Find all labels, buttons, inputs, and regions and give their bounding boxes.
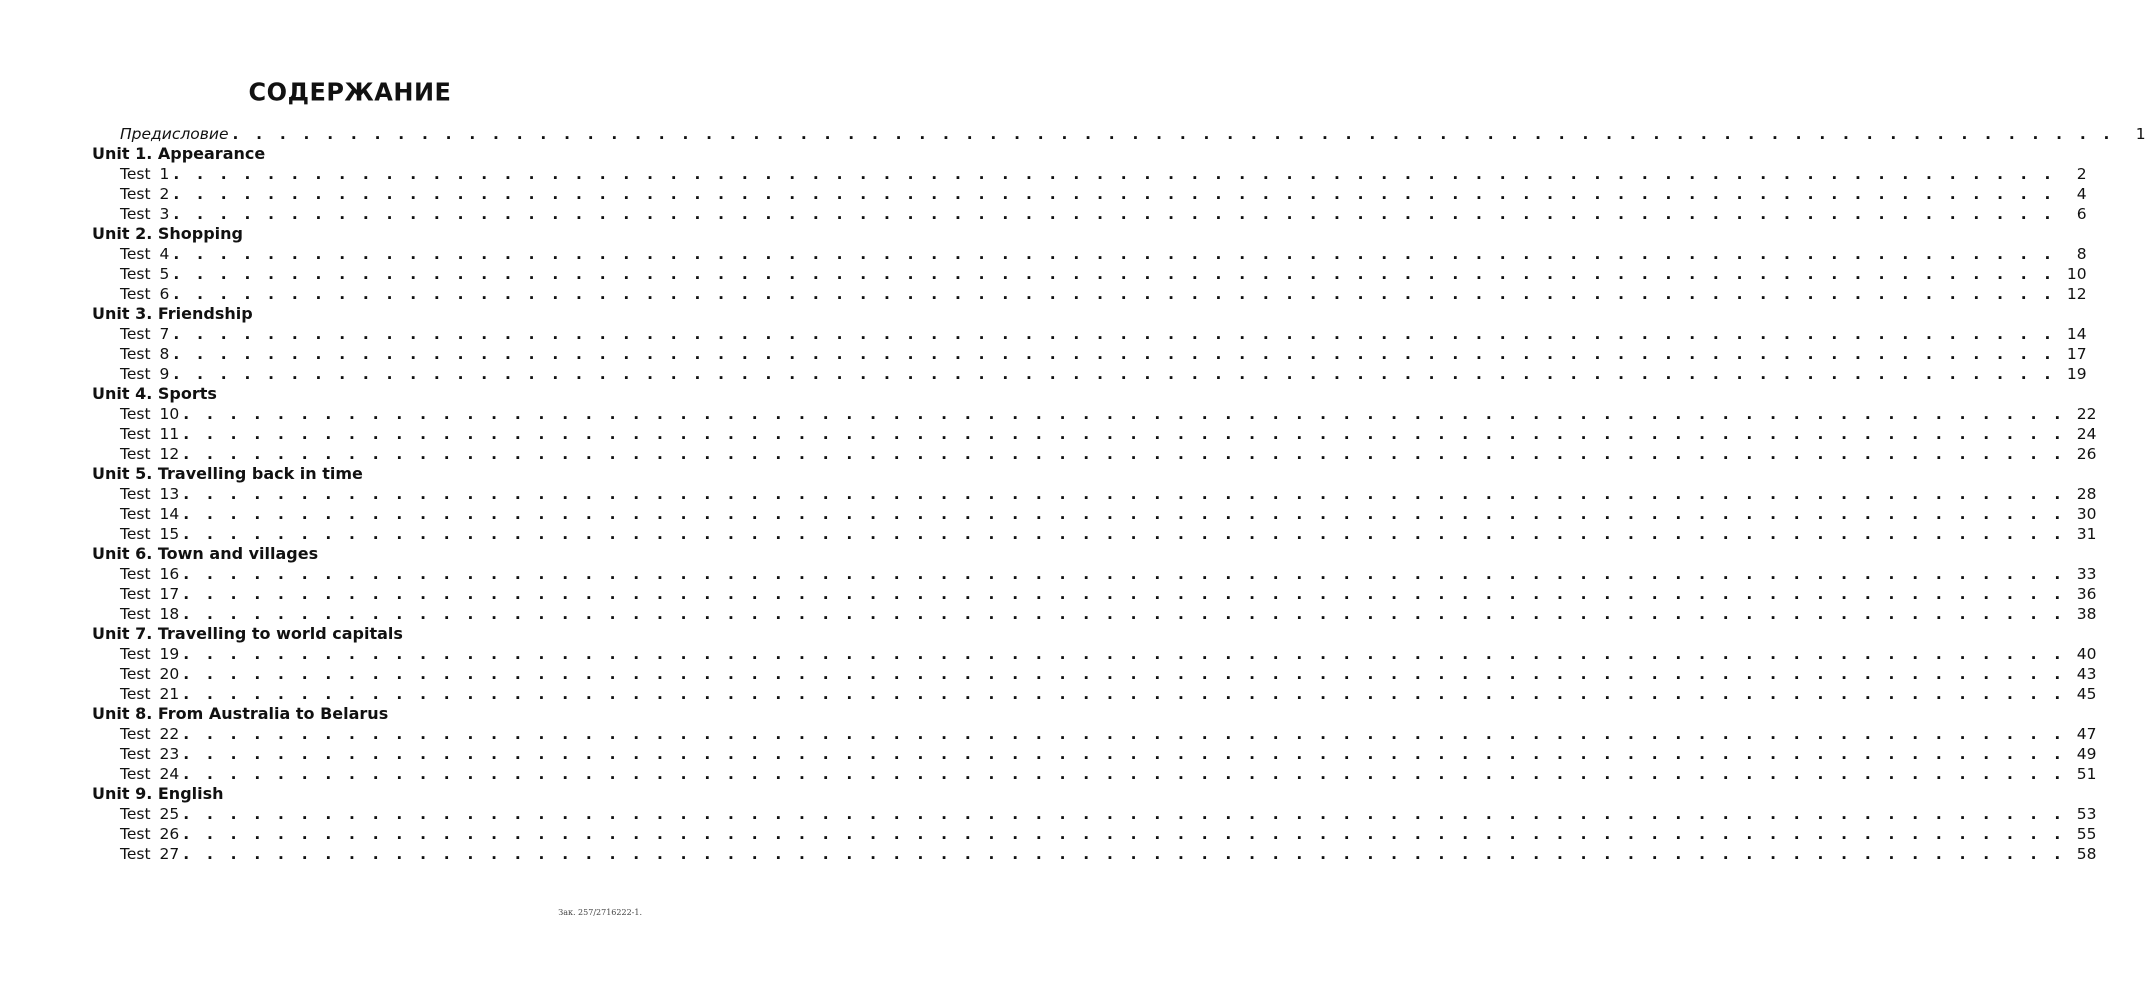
leader-dots: . . . . . . . . . . . . . . . . . . . . . . . . . . . . . . . . . . . . . . . . . . . . . . . . . . . . . . . . . . . . . . . . . . . . . . . . . . . . . . . .: [183, 425, 2067, 443]
test-page-number: 28: [2076, 485, 2097, 503]
test-label: [120, 504, 179, 524]
test-word: Test: [120, 405, 151, 423]
toc-test-row[interactable]: [92, 364, 2087, 384]
test-word: Test: [120, 265, 151, 283]
toc-unit-heading[interactable]: [92, 384, 644, 404]
test-label: [120, 644, 179, 664]
leader-dots: . . . . . . . . . . . . . . . . . . . . . . . . . . . . . . . . . . . . . . . . . . . . . . . . . . . . . . . . . . . . . . . . . . . . . . . . . . . . . . . .: [173, 185, 2057, 203]
page-title: СОДЕРЖАНИЕ: [248, 77, 452, 107]
test-number: 7: [159, 325, 170, 343]
preface-page-number: 1: [2135, 125, 2146, 143]
toc-test-row[interactable]: [92, 344, 2087, 364]
test-label: [120, 564, 179, 584]
leader-dots: . . . . . . . . . . . . . . . . . . . . . . . . . . . . . . . . . . . . . . . . . . . . . . . . . . . . . . . . . . . . . . . . . . . . . . . . . . . . . . . .: [183, 565, 2067, 583]
test-word: Test: [120, 525, 151, 543]
toc-test-row[interactable]: [92, 684, 2097, 704]
toc-unit-heading[interactable]: [92, 464, 644, 484]
test-number: 4: [159, 245, 170, 263]
test-number: 14: [159, 505, 180, 523]
leader-dots: . . . . . . . . . . . . . . . . . . . . . . . . . . . . . . . . . . . . . . . . . . . . . . . . . . . . . . . . . . . . . . . . . . . . . . . . . . . . . . . .: [183, 505, 2067, 523]
unit-title: Unit 6. Town and villages: [92, 544, 319, 563]
test-number: 9: [159, 365, 170, 383]
test-page-number: 22: [2076, 405, 2097, 423]
test-label: [120, 604, 179, 624]
test-word: Test: [120, 365, 151, 383]
leader-dots: . . . . . . . . . . . . . . . . . . . . . . . . . . . . . . . . . . . . . . . . . . . . . . . . . . . . . . . . . . . . . . . . . . . . . . . . . . . . . . . .: [183, 845, 2067, 863]
toc-test-row[interactable]: [92, 804, 2097, 824]
test-word: Test: [120, 665, 151, 683]
test-number: 1: [159, 165, 170, 183]
test-page-number: 12: [2066, 285, 2087, 303]
test-number: 15: [159, 525, 180, 543]
toc-preface-row[interactable]: [92, 124, 2146, 144]
leader-dots: . . . . . . . . . . . . . . . . . . . . . . . . . . . . . . . . . . . . . . . . . . . . . . . . . . . . . . . . . . . . . . . . . . . . . . . . . . . . . . . .: [232, 125, 2116, 143]
leader-dots: . . . . . . . . . . . . . . . . . . . . . . . . . . . . . . . . . . . . . . . . . . . . . . . . . . . . . . . . . . . . . . . . . . . . . . . . . . . . . . . .: [183, 825, 2067, 843]
test-word: Test: [120, 205, 151, 223]
test-page-number: 10: [2066, 265, 2087, 283]
toc-test-row[interactable]: [92, 724, 2097, 744]
unit-title: Unit 4. Sports: [92, 384, 217, 403]
toc-test-row[interactable]: [92, 664, 2097, 684]
toc-test-row[interactable]: [92, 604, 2097, 624]
test-word: Test: [120, 245, 151, 263]
unit-title: Unit 3. Friendship: [92, 304, 253, 323]
test-page-number: 33: [2076, 565, 2097, 583]
test-label: [120, 364, 169, 384]
test-number: 2: [159, 185, 170, 203]
toc-unit-heading[interactable]: [92, 544, 644, 564]
test-page-number: 55: [2076, 825, 2097, 843]
leader-dots: . . . . . . . . . . . . . . . . . . . . . . . . . . . . . . . . . . . . . . . . . . . . . . . . . . . . . . . . . . . . . . . . . . . . . . . . . . . . . . . .: [183, 765, 2067, 783]
test-label: [120, 824, 179, 844]
test-page-number: 38: [2076, 605, 2097, 623]
toc-unit-heading[interactable]: [92, 304, 644, 324]
toc-test-row[interactable]: [92, 424, 2097, 444]
test-label: [120, 444, 179, 464]
test-word: Test: [120, 725, 151, 743]
toc-test-row[interactable]: [92, 244, 2087, 264]
toc-test-row[interactable]: [92, 744, 2097, 764]
unit-title: Unit 2. Shopping: [92, 224, 244, 243]
test-label: [120, 684, 179, 704]
test-number: 8: [159, 345, 170, 363]
leader-dots: . . . . . . . . . . . . . . . . . . . . . . . . . . . . . . . . . . . . . . . . . . . . . . . . . . . . . . . . . . . . . . . . . . . . . . . . . . . . . . . .: [183, 405, 2067, 423]
toc-test-row[interactable]: [92, 824, 2097, 844]
toc-test-row[interactable]: [92, 324, 2087, 344]
test-number: 10: [159, 405, 180, 423]
test-page-number: 4: [2076, 185, 2087, 203]
test-page-number: 49: [2076, 745, 2097, 763]
test-word: Test: [120, 285, 151, 303]
test-number: 13: [159, 485, 180, 503]
test-label: [120, 844, 179, 864]
test-number: 19: [159, 645, 180, 663]
test-word: Test: [120, 165, 151, 183]
test-label: [120, 324, 169, 344]
leader-dots: . . . . . . . . . . . . . . . . . . . . . . . . . . . . . . . . . . . . . . . . . . . . . . . . . . . . . . . . . . . . . . . . . . . . . . . . . . . . . . . .: [183, 485, 2067, 503]
toc-test-row[interactable]: [92, 204, 2087, 224]
test-page-number: 30: [2076, 505, 2097, 523]
test-word: Test: [120, 345, 151, 363]
test-page-number: 2: [2076, 165, 2087, 183]
test-word: Test: [120, 425, 151, 443]
leader-dots: . . . . . . . . . . . . . . . . . . . . . . . . . . . . . . . . . . . . . . . . . . . . . . . . . . . . . . . . . . . . . . . . . . . . . . . . . . . . . . . .: [183, 525, 2067, 543]
test-page-number: 31: [2076, 525, 2097, 543]
toc-test-row[interactable]: [92, 404, 2097, 424]
leader-dots: . . . . . . . . . . . . . . . . . . . . . . . . . . . . . . . . . . . . . . . . . . . . . . . . . . . . . . . . . . . . . . . . . . . . . . . . . . . . . . . .: [173, 365, 2057, 383]
test-page-number: 51: [2076, 765, 2097, 783]
test-label: [120, 204, 169, 224]
test-word: Test: [120, 445, 151, 463]
test-label: [120, 484, 179, 504]
test-label: [120, 164, 169, 184]
test-page-number: 17: [2066, 345, 2087, 363]
leader-dots: . . . . . . . . . . . . . . . . . . . . . . . . . . . . . . . . . . . . . . . . . . . . . . . . . . . . . . . . . . . . . . . . . . . . . . . . . . . . . . . .: [183, 665, 2067, 683]
test-label: [120, 664, 179, 684]
toc-test-row[interactable]: [92, 524, 2097, 544]
test-page-number: 8: [2076, 245, 2087, 263]
toc-test-row[interactable]: [92, 484, 2097, 504]
test-number: 11: [159, 425, 180, 443]
unit-title: Unit 7. Travelling to world capitals: [92, 624, 403, 643]
unit-title: Unit 9. English: [92, 784, 224, 803]
test-word: Test: [120, 605, 151, 623]
test-page-number: 53: [2076, 805, 2097, 823]
test-label: [120, 404, 179, 424]
toc-unit-heading[interactable]: [92, 224, 644, 244]
test-number: 25: [159, 805, 180, 823]
test-label: [120, 344, 169, 364]
test-word: Test: [120, 645, 151, 663]
print-code: Зак. 257/2716222-1.: [558, 908, 642, 917]
test-number: 5: [159, 265, 170, 283]
test-word: Test: [120, 845, 151, 863]
leader-dots: . . . . . . . . . . . . . . . . . . . . . . . . . . . . . . . . . . . . . . . . . . . . . . . . . . . . . . . . . . . . . . . . . . . . . . . . . . . . . . . .: [173, 205, 2057, 223]
toc-test-row[interactable]: [92, 504, 2097, 524]
test-label: [120, 764, 179, 784]
toc-unit-heading[interactable]: [92, 144, 644, 164]
test-label: [120, 424, 179, 444]
leader-dots: . . . . . . . . . . . . . . . . . . . . . . . . . . . . . . . . . . . . . . . . . . . . . . . . . . . . . . . . . . . . . . . . . . . . . . . . . . . . . . . .: [183, 645, 2067, 663]
toc-test-row[interactable]: [92, 184, 2087, 204]
test-page-number: 43: [2076, 665, 2097, 683]
toc-test-row[interactable]: [92, 584, 2097, 604]
unit-title: Unit 5. Travelling back in time: [92, 464, 363, 483]
test-number: 20: [159, 665, 180, 683]
leader-dots: . . . . . . . . . . . . . . . . . . . . . . . . . . . . . . . . . . . . . . . . . . . . . . . . . . . . . . . . . . . . . . . . . . . . . . . . . . . . . . . .: [183, 805, 2067, 823]
test-word: Test: [120, 485, 151, 503]
test-word: Test: [120, 565, 151, 583]
test-number: 22: [159, 725, 180, 743]
unit-title: Unit 1. Appearance: [92, 144, 266, 163]
leader-dots: . . . . . . . . . . . . . . . . . . . . . . . . . . . . . . . . . . . . . . . . . . . . . . . . . . . . . . . . . . . . . . . . . . . . . . . . . . . . . . . .: [183, 605, 2067, 623]
leader-dots: . . . . . . . . . . . . . . . . . . . . . . . . . . . . . . . . . . . . . . . . . . . . . . . . . . . . . . . . . . . . . . . . . . . . . . . . . . . . . . . .: [173, 285, 2057, 303]
preface-label: Предисловие: [120, 125, 229, 143]
test-number: 26: [159, 825, 180, 843]
toc-test-row[interactable]: [92, 764, 2097, 784]
test-page-number: 58: [2076, 845, 2097, 863]
toc-test-row[interactable]: [92, 844, 2097, 864]
test-page-number: 40: [2076, 645, 2097, 663]
test-label: [120, 244, 169, 264]
leader-dots: . . . . . . . . . . . . . . . . . . . . . . . . . . . . . . . . . . . . . . . . . . . . . . . . . . . . . . . . . . . . . . . . . . . . . . . . . . . . . . . .: [183, 685, 2067, 703]
leader-dots: . . . . . . . . . . . . . . . . . . . . . . . . . . . . . . . . . . . . . . . . . . . . . . . . . . . . . . . . . . . . . . . . . . . . . . . . . . . . . . . .: [173, 245, 2057, 263]
leader-dots: . . . . . . . . . . . . . . . . . . . . . . . . . . . . . . . . . . . . . . . . . . . . . . . . . . . . . . . . . . . . . . . . . . . . . . . . . . . . . . . .: [183, 445, 2067, 463]
test-page-number: 19: [2066, 365, 2087, 383]
leader-dots: . . . . . . . . . . . . . . . . . . . . . . . . . . . . . . . . . . . . . . . . . . . . . . . . . . . . . . . . . . . . . . . . . . . . . . . . . . . . . . . .: [173, 325, 2057, 343]
test-label: [120, 744, 179, 764]
test-number: 27: [159, 845, 180, 863]
test-label: [120, 284, 169, 304]
leader-dots: . . . . . . . . . . . . . . . . . . . . . . . . . . . . . . . . . . . . . . . . . . . . . . . . . . . . . . . . . . . . . . . . . . . . . . . . . . . . . . . .: [173, 265, 2057, 283]
test-number: 23: [159, 745, 180, 763]
test-label: [120, 804, 179, 824]
test-word: Test: [120, 585, 151, 603]
test-number: 21: [159, 685, 180, 703]
leader-dots: . . . . . . . . . . . . . . . . . . . . . . . . . . . . . . . . . . . . . . . . . . . . . . . . . . . . . . . . . . . . . . . . . . . . . . . . . . . . . . . .: [173, 345, 2057, 363]
test-page-number: 26: [2076, 445, 2097, 463]
test-word: Test: [120, 685, 151, 703]
leader-dots: . . . . . . . . . . . . . . . . . . . . . . . . . . . . . . . . . . . . . . . . . . . . . . . . . . . . . . . . . . . . . . . . . . . . . . . . . . . . . . . .: [183, 745, 2067, 763]
test-word: Test: [120, 325, 151, 343]
leader-dots: . . . . . . . . . . . . . . . . . . . . . . . . . . . . . . . . . . . . . . . . . . . . . . . . . . . . . . . . . . . . . . . . . . . . . . . . . . . . . . . .: [183, 725, 2067, 743]
test-word: Test: [120, 185, 151, 203]
test-page-number: 45: [2076, 685, 2097, 703]
test-label: [120, 524, 179, 544]
test-label: [120, 584, 179, 604]
test-word: Test: [120, 745, 151, 763]
toc-test-row[interactable]: [92, 164, 2087, 184]
test-page-number: 24: [2076, 425, 2097, 443]
test-page-number: 47: [2076, 725, 2097, 743]
toc-test-row[interactable]: [92, 564, 2097, 584]
toc-test-row[interactable]: [92, 444, 2097, 464]
test-label: [120, 264, 169, 284]
test-page-number: 36: [2076, 585, 2097, 603]
toc-unit-heading[interactable]: [92, 624, 644, 644]
test-number: 6: [159, 285, 170, 303]
test-number: 16: [159, 565, 180, 583]
leader-dots: . . . . . . . . . . . . . . . . . . . . . . . . . . . . . . . . . . . . . . . . . . . . . . . . . . . . . . . . . . . . . . . . . . . . . . . . . . . . . . . .: [173, 165, 2057, 183]
test-number: 24: [159, 765, 180, 783]
test-page-number: 6: [2076, 205, 2087, 223]
unit-title: Unit 8. From Australia to Belarus: [92, 704, 389, 723]
toc-test-row[interactable]: [92, 284, 2087, 304]
toc-unit-heading[interactable]: [92, 784, 644, 804]
test-page-number: 14: [2066, 325, 2087, 343]
leader-dots: . . . . . . . . . . . . . . . . . . . . . . . . . . . . . . . . . . . . . . . . . . . . . . . . . . . . . . . . . . . . . . . . . . . . . . . . . . . . . . . .: [183, 585, 2067, 603]
table-of-contents: [92, 124, 2146, 864]
test-number: 3: [159, 205, 170, 223]
toc-test-row[interactable]: [92, 644, 2097, 664]
test-number: 12: [159, 445, 180, 463]
toc-test-row[interactable]: [92, 264, 2087, 284]
test-label: [120, 184, 169, 204]
toc-unit-heading[interactable]: [92, 704, 644, 724]
test-word: Test: [120, 505, 151, 523]
test-word: Test: [120, 765, 151, 783]
test-label: [120, 724, 179, 744]
test-word: Test: [120, 805, 151, 823]
test-number: 17: [159, 585, 180, 603]
test-number: 18: [159, 605, 180, 623]
test-word: Test: [120, 825, 151, 843]
